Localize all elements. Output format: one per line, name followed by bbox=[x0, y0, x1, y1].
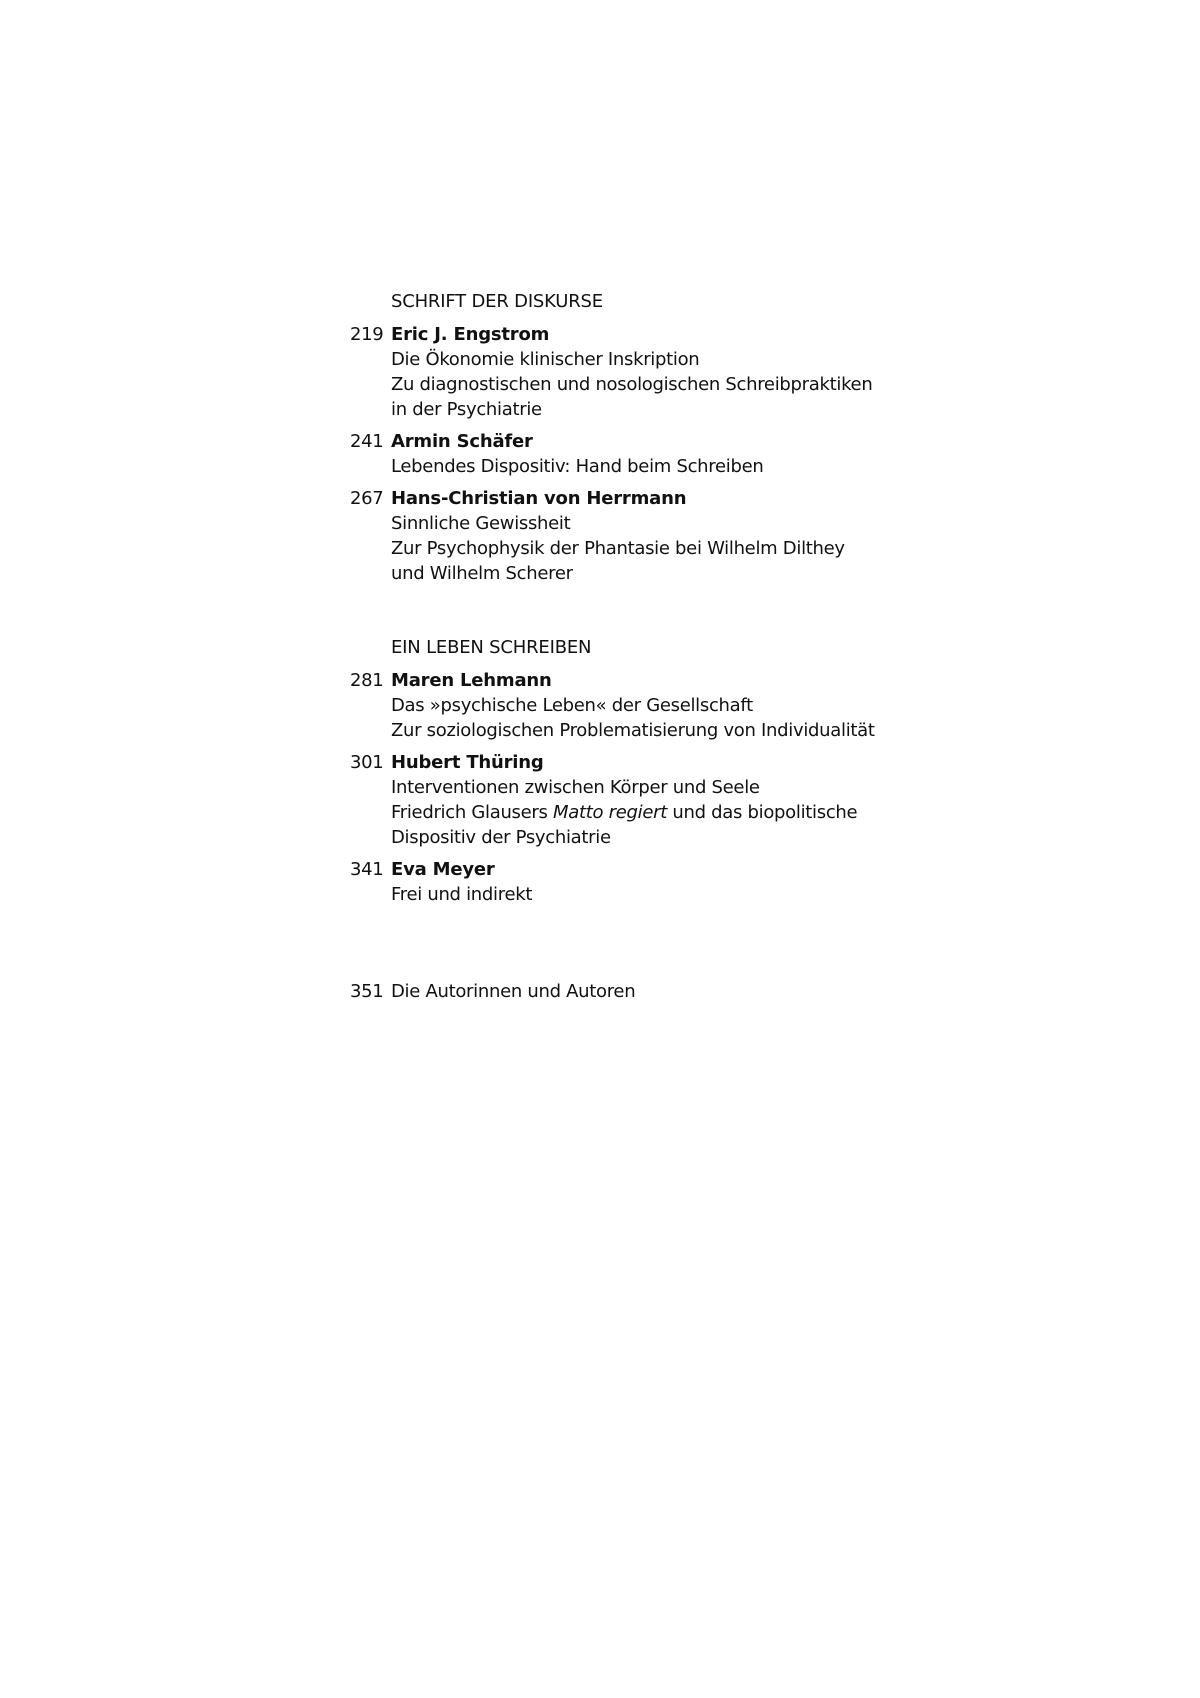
entry-subtitle-continued: und Wilhelm Scherer bbox=[391, 563, 573, 584]
toc-entry bbox=[350, 857, 910, 907]
subtitle-text: Friedrich Glausers bbox=[391, 802, 554, 823]
italic-work-title: Matto regiert bbox=[553, 802, 667, 823]
section-spacer bbox=[350, 593, 910, 635]
page-number: 301 bbox=[350, 752, 384, 773]
entry-author: Eric J. Engstrom bbox=[391, 324, 550, 345]
toc-entry bbox=[350, 322, 910, 422]
toc-section-schrift-der-diskurse bbox=[350, 289, 910, 586]
entry-subtitle: Zur soziologischen Problematisierung von Individualität bbox=[391, 720, 875, 741]
entry-author: Hans-Christian von Herrmann bbox=[391, 488, 687, 509]
page-number: 281 bbox=[350, 670, 384, 691]
table-of-contents bbox=[350, 289, 910, 1011]
entry-title: Die Autorinnen und Autoren bbox=[391, 981, 636, 1002]
subtitle-text-continued: und das biopolitische bbox=[666, 802, 858, 823]
toc-entry-authors bbox=[350, 979, 910, 1004]
entry-title: Lebendes Dispositiv: Hand beim Schreiben bbox=[391, 456, 764, 477]
entry-author: Maren Lehmann bbox=[391, 670, 552, 691]
entry-subtitle bbox=[391, 800, 910, 825]
entry-subtitle-continued: Dispositiv der Psychiatrie bbox=[391, 827, 611, 848]
toc-entry bbox=[350, 429, 910, 479]
toc-entry bbox=[350, 668, 910, 743]
toc-entry bbox=[350, 486, 910, 586]
page-number: 341 bbox=[350, 859, 384, 880]
entry-title: Interventionen zwischen Körper und Seele bbox=[391, 777, 760, 798]
entry-author: Hubert Thüring bbox=[391, 752, 544, 773]
page-number: 351 bbox=[350, 981, 384, 1002]
entry-title: Die Ökonomie klinischer Inskription bbox=[391, 349, 700, 370]
entry-author: Eva Meyer bbox=[391, 859, 495, 880]
section-spacer bbox=[350, 914, 910, 979]
entry-title: Frei und indirekt bbox=[391, 884, 533, 905]
page-number: 241 bbox=[350, 431, 384, 452]
page-number: 219 bbox=[350, 324, 384, 345]
entry-author: Armin Schäfer bbox=[391, 431, 533, 452]
toc-section-ein-leben-schreiben bbox=[350, 635, 910, 907]
entry-subtitle: Zu diagnostischen und nosologischen Schreibpraktiken bbox=[391, 374, 873, 395]
section-heading: EIN LEBEN SCHREIBEN bbox=[391, 637, 592, 658]
entry-subtitle: Zur Psychophysik der Phantasie bei Wilhelm Dilthey bbox=[391, 538, 845, 559]
section-heading: SCHRIFT DER DISKURSE bbox=[391, 291, 603, 312]
entry-title: Das »psychische Leben« der Gesellschaft bbox=[391, 695, 753, 716]
toc-entry bbox=[350, 750, 910, 850]
entry-title: Sinnliche Gewissheit bbox=[391, 513, 571, 534]
page-number: 267 bbox=[350, 488, 384, 509]
entry-subtitle-continued: in der Psychiatrie bbox=[391, 399, 542, 420]
